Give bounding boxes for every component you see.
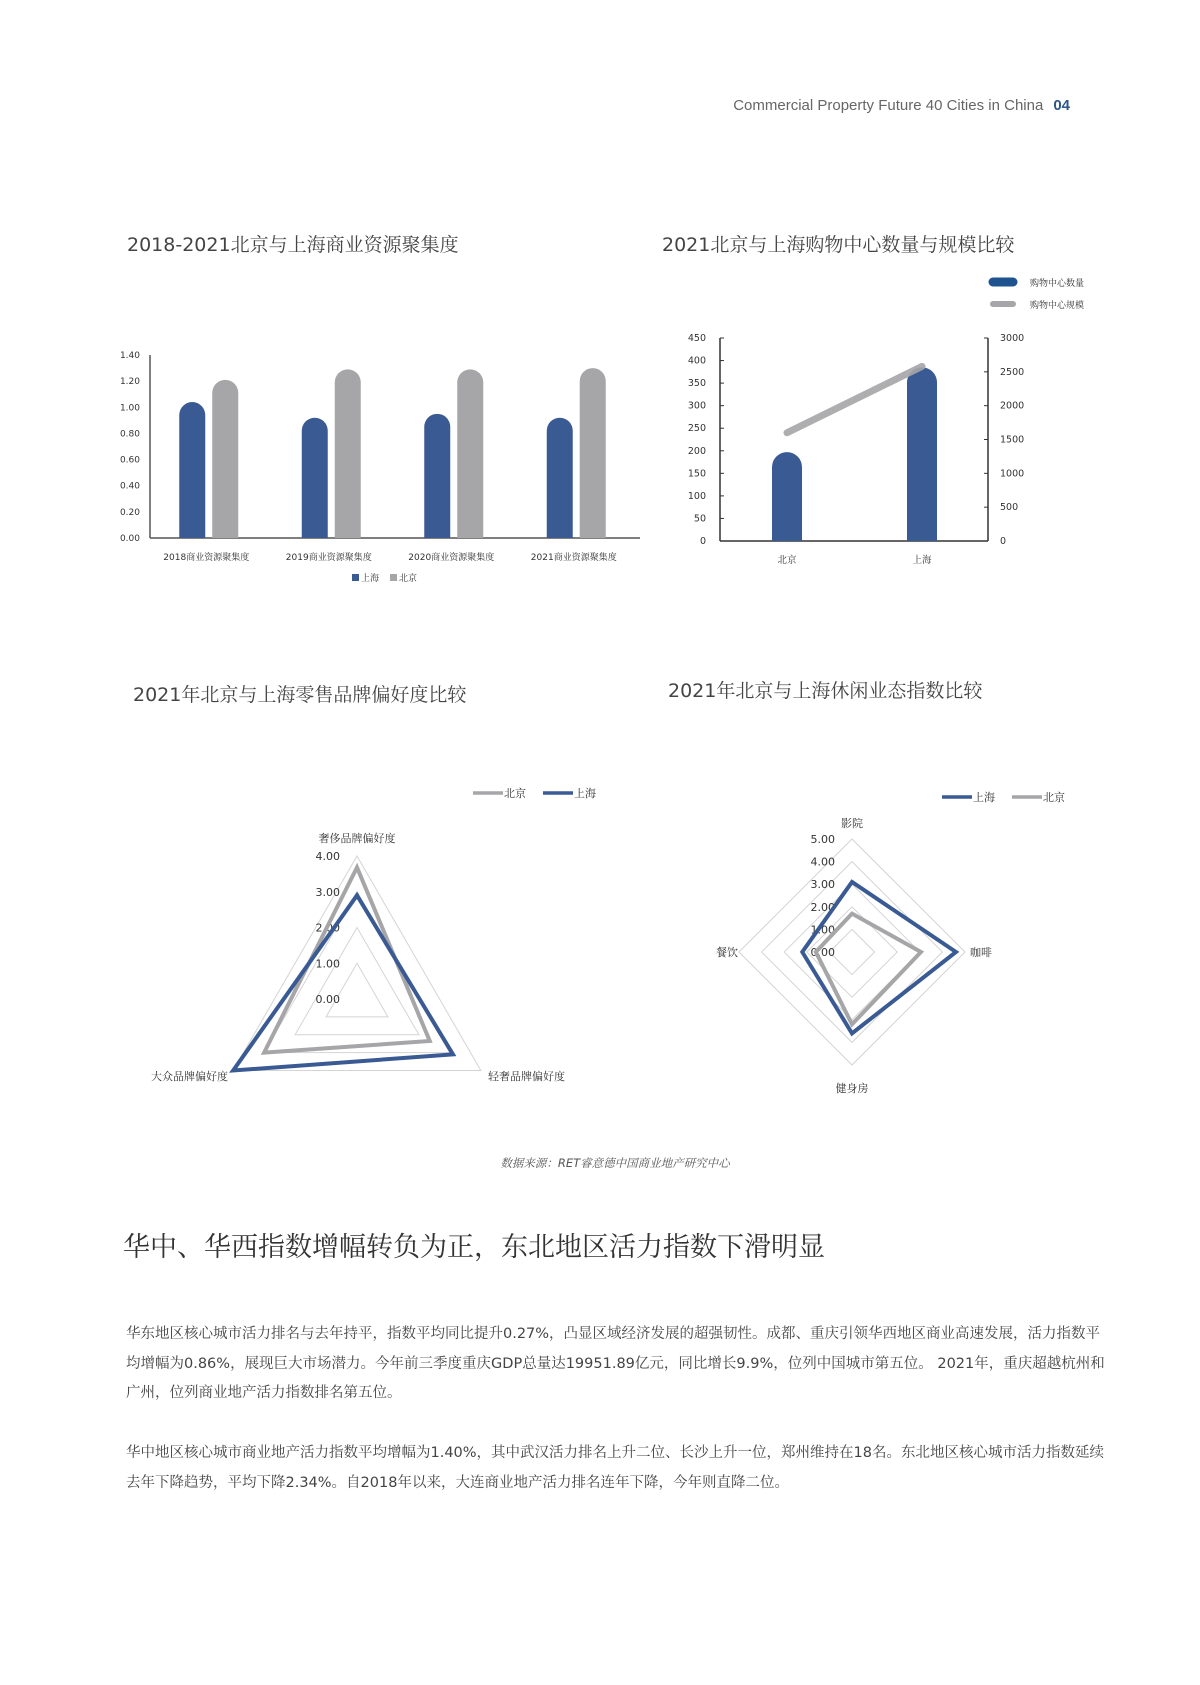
axis-label: 健身房: [835, 1082, 869, 1095]
legend-label: 上海: [361, 574, 380, 584]
header-title: Commercial Property Future 40 Cities in China: [733, 97, 1044, 114]
paragraph-2: 华中地区核心城市商业地产活力指数平均增幅为1.40%，其中武汉活力排名上升二位、长沙上升一位，郑州维持在18名。东北地区核心城市活力指数延续去年下降趋势，平均下降2.34%。自2018年以来，大连商业地产活力排名连年下降，今年则直降二位。: [126, 1445, 1105, 1491]
series-北京: [264, 867, 430, 1052]
radial-tick-label: 2.00: [315, 921, 340, 935]
radial-tick-label: 4.00: [315, 850, 340, 863]
x-tick-label: 2019商业资源聚集度: [285, 553, 372, 563]
bar-上海: [179, 402, 205, 538]
grid-ring: [326, 963, 388, 1017]
radial-tick-label: 1.00: [810, 923, 835, 937]
right-tick-label: 2500: [1000, 366, 1025, 378]
bar-北京: [772, 452, 802, 541]
axis-label: 轻奢品牌偏好度: [488, 1070, 565, 1083]
axis-label: 影院: [841, 817, 863, 830]
y-tick-label: 0.60: [119, 455, 140, 466]
left-tick-label: 400: [687, 355, 706, 367]
y-tick-label: 1.40: [119, 351, 140, 361]
left-tick-label: 450: [687, 333, 706, 344]
chart3-title: 2021年北京与上海零售品牌偏好度比较: [133, 684, 467, 706]
chart1-title: 2018-2021北京与上海商业资源聚集度: [127, 234, 459, 256]
left-tick-label: 150: [687, 468, 706, 480]
left-tick-label: 350: [687, 378, 706, 390]
left-tick-label: 250: [687, 423, 706, 435]
line-购物中心规模: [787, 366, 922, 432]
left-tick-label: 300: [687, 400, 706, 412]
right-tick-label: 0: [1000, 536, 1007, 547]
bar-上海: [547, 418, 573, 538]
radial-tick-label: 3.00: [315, 885, 340, 899]
chart2-title: 2021北京与上海购物中心数量与规模比较: [662, 234, 1015, 256]
axis-label: 奢侈品牌偏好度: [318, 832, 396, 845]
left-tick-label: 200: [687, 445, 706, 457]
x-tick-label: 2021商业资源聚集度: [530, 553, 617, 563]
y-tick-label: 0.80: [119, 429, 140, 440]
right-tick-label: 1500: [1000, 434, 1025, 446]
legend-swatch-上海: [352, 574, 359, 581]
right-tick-label: 3000: [1000, 333, 1025, 344]
bar-北京: [335, 369, 361, 538]
right-tick-label: 2000: [1000, 400, 1025, 412]
legend-label: 北京: [504, 787, 526, 800]
right-tick-label: 500: [1000, 502, 1019, 514]
bar-北京: [457, 369, 483, 538]
bar-上海: [424, 414, 450, 538]
radial-tick-label: 0.00: [315, 993, 340, 1006]
bar-北京: [212, 380, 238, 538]
radial-tick-label: 1.00: [315, 957, 340, 971]
y-tick-label: 0.00: [119, 534, 140, 544]
x-tick-label: 2020商业资源聚集度: [408, 553, 495, 563]
radial-tick-label: 4.00: [810, 855, 835, 869]
chart4-title: 2021年北京与上海休闲业态指数比较: [668, 680, 983, 702]
grid-ring: [829, 929, 874, 974]
legend-swatch-北京: [390, 574, 397, 581]
bar-上海: [302, 418, 328, 538]
radial-tick-label: 3.00: [810, 878, 835, 892]
legend-label: 北京: [399, 574, 418, 584]
axis-label: 咖啡: [970, 946, 992, 959]
x-tick-label: 2018商业资源聚集度: [163, 553, 250, 563]
legend-label: 购物中心数量: [1030, 279, 1085, 289]
paragraph-1: 华东地区核心城市活力排名与去年持平，指数平均同比提升0.27%，凸显区域经济发展的超强韧性。成都、重庆引领华西地区商业高速发展，活力指数平均增幅为0.86%，展现巨大市场潜力。今年前三季度重庆GDP总量达19951.89亿元，同比增长9.9%，位列中国城市第五位。 2021年，重庆超越杭州和广州，位列商业地产活力指数排名第五位。: [126, 1326, 1105, 1401]
y-tick-label: 1.20: [119, 377, 140, 388]
section-heading: 华中、华西指数增幅转负为正，东北地区活力指数下滑明显: [123, 1232, 825, 1263]
legend-label: 上海: [973, 791, 995, 804]
y-tick-label: 1.00: [119, 403, 140, 414]
page-number: 04: [1053, 97, 1070, 114]
x-tick-label: 北京: [777, 555, 797, 566]
left-tick-label: 50: [693, 513, 706, 525]
left-tick-label: 100: [687, 490, 706, 502]
bar-上海: [907, 367, 937, 541]
left-tick-label: 0: [699, 536, 706, 547]
bar-北京: [580, 368, 606, 538]
right-tick-label: 1000: [1000, 468, 1025, 480]
grid-ring: [762, 862, 943, 1043]
x-tick-label: 上海: [912, 555, 932, 566]
grid-ring: [264, 892, 450, 1053]
radial-tick-label: 0.00: [810, 946, 835, 959]
legend-label: 购物中心规模: [1030, 301, 1085, 311]
axis-label: 大众品牌偏好度: [151, 1070, 228, 1083]
radial-tick-label: 5.00: [810, 833, 835, 846]
y-tick-label: 0.40: [119, 481, 140, 492]
legend-label: 上海: [574, 787, 596, 800]
grid-ring: [295, 928, 419, 1035]
y-tick-label: 0.20: [119, 507, 140, 518]
legend-label: 北京: [1043, 791, 1065, 804]
axis-label: 餐饮: [716, 946, 738, 959]
radial-tick-label: 2.00: [810, 900, 835, 914]
data-source: 数据来源：RET睿意德中国商业地产研究中心: [500, 1156, 730, 1170]
